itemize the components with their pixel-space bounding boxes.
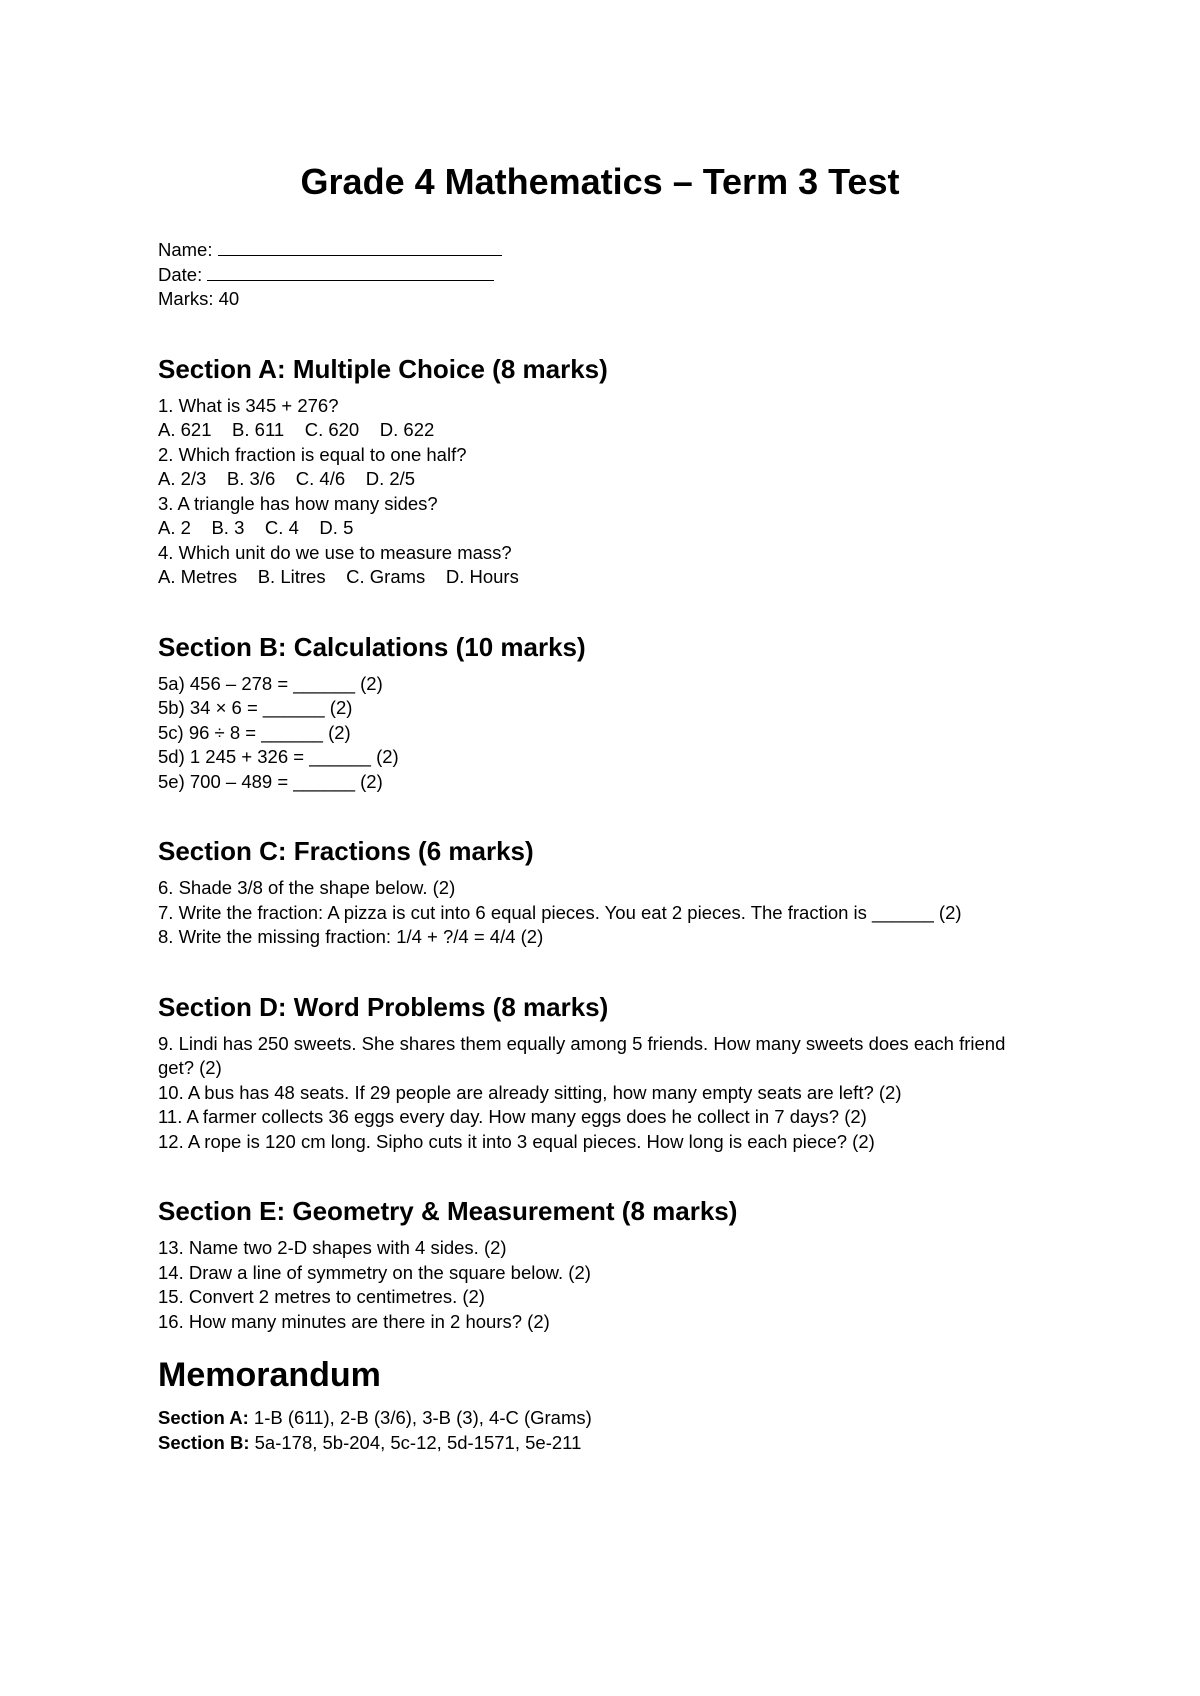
calculation-line: 5c) 96 ÷ 8 = ______ (2) [158, 721, 351, 743]
question-line: 11. A farmer collects 36 eggs every day. How many eggs does he collect in 7 days? (2) [158, 1106, 867, 1127]
question-line: 7. Write the fraction: A pizza is cut into 6 equal pieces. You eat 2 pieces. The fraction is ______ (2) [158, 901, 962, 923]
question-line: 9. Lindi has 250 sweets. She shares them equally among 5 friends. How many sweets does each friend get? (2) [158, 1032, 1006, 1078]
answer-options: A. 2/3 B. 3/6 C. 4/6 D. 2/5 [158, 468, 416, 489]
memo-b-text: 5a-178, 5b-204, 5c-12, 5d-1571, 5e-211 [249, 1431, 582, 1453]
memo-a-text: 1-B (611), 2-B (3/6), 3-B (3), 4-C (Grams) [248, 1407, 592, 1428]
question-line: 6. Shade 3/8 of the shape below. (2) [158, 877, 456, 898]
question-line: 4. Which unit do we use to measure mass? [158, 541, 512, 563]
date-field-line [158, 263, 1058, 288]
calculation-line: 5e) 700 – 489 = ______ (2) [158, 770, 383, 792]
memo-b-label: Section B: [158, 1431, 250, 1453]
question-line: 14. Draw a line of symmetry on the square below. (2) [158, 1261, 591, 1283]
question-line: 13. Name two 2-D shapes with 4 sides. (2) [158, 1237, 507, 1258]
memo-section-b [158, 1431, 1058, 1456]
calculation-line: 5a) 456 – 278 = ______ (2) [158, 672, 383, 694]
section-d-heading: Section D: Word Problems (8 marks) [158, 991, 609, 1022]
question-line: 8. Write the missing fraction: 1/4 + ?/4 = 4/4 (2) [158, 926, 544, 947]
name-blank[interactable] [218, 239, 502, 256]
question-line: 15. Convert 2 metres to centimetres. (2) [158, 1286, 485, 1307]
answer-options: A. Metres B. Litres C. Grams D. Hours [158, 566, 519, 587]
memo-a-label: Section A: [158, 1407, 249, 1428]
answer-options: A. 2 B. 3 C. 4 D. 5 [158, 517, 354, 538]
calculation-line: 5d) 1 245 + 326 = ______ (2) [158, 746, 399, 767]
section-b-heading: Section B: Calculations (10 marks) [158, 631, 586, 662]
section-c-heading: Section C: Fractions (6 marks) [158, 836, 534, 866]
marks-line: Marks: 40 [158, 288, 240, 309]
name-label: Name: [158, 239, 213, 260]
memorandum-heading: Memorandum [158, 1356, 381, 1394]
test-content [158, 238, 1058, 1455]
question-line: 10. A bus has 48 seats. If 29 people are already sitting, how many empty seats are left? (2) [158, 1081, 902, 1103]
section-a-heading: Section A: Multiple Choice (8 marks) [158, 353, 608, 384]
question-line: 3. A triangle has how many sides? [158, 492, 438, 514]
section-e-heading: Section E: Geometry & Measurement (8 marks) [158, 1196, 738, 1226]
question-line: 1. What is 345 + 276? [158, 394, 339, 416]
name-field-line [158, 238, 1058, 263]
question-line: 2. Which fraction is equal to one half? [158, 443, 467, 465]
calculation-line: 5b) 34 × 6 = ______ (2) [158, 697, 353, 718]
date-blank[interactable] [207, 264, 494, 281]
memo-section-a [158, 1406, 1058, 1431]
page-title: Grade 4 Mathematics – Term 3 Test [300, 161, 900, 202]
date-label: Date: [158, 263, 203, 285]
answer-options: A. 621 B. 611 C. 620 D. 622 [158, 419, 435, 440]
question-line: 12. A rope is 120 cm long. Sipho cuts it into 3 equal pieces. How long is each piece? (2) [158, 1130, 875, 1152]
question-line: 16. How many minutes are there in 2 hours? (2) [158, 1310, 550, 1332]
